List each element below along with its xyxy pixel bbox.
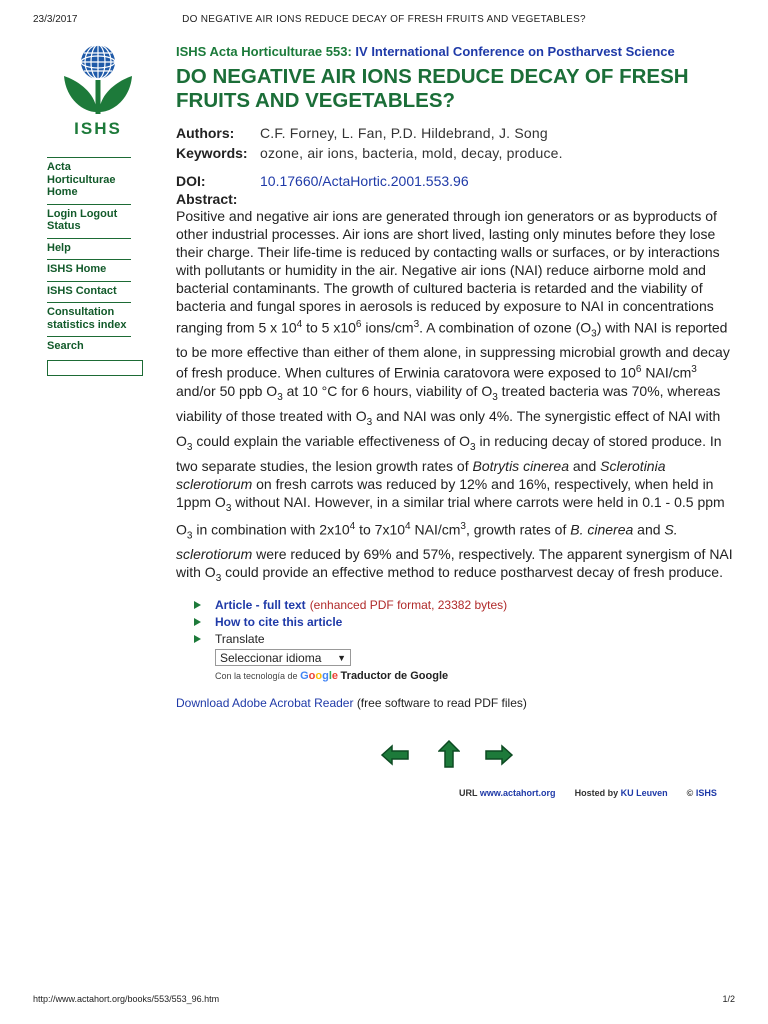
fulltext-link[interactable]: Article - full text: [215, 597, 306, 612]
abstract-label: Abstract:: [176, 191, 238, 207]
language-select[interactable]: [215, 649, 351, 666]
print-url: http://www.actahort.org/books/553/553_96.htm: [33, 994, 220, 1004]
print-page-number: 1/2: [722, 994, 735, 1004]
abstract-text: Positive and negative air ions are generated through ion generators or as byproducts of other industrial processes. Air ions are short lived, lasting only minutes before they lose their charge. Their life-time is reduced by contacting walls or surfaces, or by interactions with pollutants or humidity in the air. Negative air ions (NAI) reduce airborne mold and bacterial contaminants. The growth of cultured bacteria is retarded and the viability of bacteria and fungal spores in aerosols is reduced by exposure to NAI in concentrations ranging from 5 x $10^4$ to 5 $x10^6$ ions/$cm^3$. A combination of ozone $(O_3)$ with NAI is reported to be more effective than either of them alone, in suppressing microbial growth and decay of fresh produce. When cultures of Erwinia caratovora were exposed to $10^6$ NAI/$cm^3$ and/or 50 ppb $O_3$ at 10 °C for 6 hours, viability of $O_3$ treated bacteria was 70%, whereas viability of those treated with $O_3$ and NAI was only 4%. The synergistic effect of NAI with $O_3$ could explain the variable effectiveness of $O_3$ in reducing decay of stored produce. In two separate studies, the lesion growth rates of Botrytis cinerea and Sclerotinia sclerotiorum on fresh carrots was reduced by 12% and 16%, respectively, when held in 1ppm $O_3$ without NAI. However, in a similar trial where carrots were held in 0.1 - 0.5 ppm $O_3$ in combination with $2x10^4$ to $7x10^4$ NAI/$cm^3$, growth rates of B. cinerea and S. sclerotiorum were reduced by 69% and 57%, respectively. The apparent synergism of NAI with $O_3$ could provide an effective method to reduce postharvest decay of fresh produce.: [176, 208, 733, 585]
sidebar-item-acta-home[interactable]: Acta Horticulturae Home: [47, 161, 116, 198]
footer-url-link[interactable]: www.actahort.org: [479, 788, 556, 798]
sidebar-nav: [47, 157, 131, 376]
footer-hosted-link[interactable]: KU Leuven: [620, 788, 668, 798]
footer-url-label: URL: [459, 788, 478, 798]
logo-text: ISHS: [74, 119, 122, 138]
list-item: [194, 613, 736, 630]
keywords-label: Keywords:: [176, 145, 248, 161]
doi-row: [176, 173, 736, 189]
sidebar-item-help[interactable]: Help: [47, 241, 71, 254]
footer-copyright-label: ©: [686, 788, 694, 798]
acrobat-note: (free software to read PDF files): [356, 696, 527, 711]
footer-hosted-label: Hosted by: [574, 788, 619, 798]
triangle-bullet-icon: [194, 618, 201, 626]
sidebar-item-consultation[interactable]: Consultation statistics index: [47, 306, 127, 331]
powered-prefix: Con la tecnología de: [215, 671, 298, 682]
language-select-value: Seleccionar idioma: [220, 650, 322, 665]
sidebar-item-search[interactable]: Search: [47, 340, 84, 352]
up-arrow-icon[interactable]: [438, 740, 460, 773]
google-translator-label[interactable]: Traductor de Google: [340, 670, 449, 683]
article-title: DO NEGATIVE AIR IONS REDUCE DECAY OF FRESH FRUITS AND VEGETABLES?: [176, 65, 689, 112]
globe-plant-icon: [58, 40, 138, 120]
search-input[interactable]: [47, 360, 143, 376]
sidebar-item-ishs-home[interactable]: ISHS Home: [47, 263, 107, 275]
journal-line: [176, 44, 736, 59]
translate-label: Translate: [215, 631, 265, 646]
triangle-bullet-icon: [194, 635, 201, 643]
main-content: [176, 44, 736, 710]
acrobat-row: [176, 696, 736, 710]
sidebar-item-ishs-contact[interactable]: ISHS Contact: [47, 284, 117, 297]
page-navigation: [380, 740, 520, 770]
conference-link[interactable]: IV International Conference on Postharvest Science: [355, 44, 675, 59]
site-footer: [459, 788, 717, 798]
sidebar-item-login[interactable]: Login Logout Status: [47, 207, 118, 232]
acrobat-download-link[interactable]: Download Adobe Acrobat Reader: [176, 696, 354, 711]
list-item: [194, 630, 736, 647]
article-meta: [176, 123, 736, 163]
triangle-bullet-icon: [194, 601, 201, 609]
google-powered: [215, 670, 736, 682]
ishs-logo[interactable]: [58, 40, 138, 140]
article-links: [194, 596, 736, 682]
doi-label: DOI:: [176, 173, 206, 189]
keywords-value: ozone, air ions, bacteria, mold, decay, produce.: [260, 145, 563, 161]
next-arrow-icon[interactable]: [484, 744, 514, 771]
list-item: [194, 596, 736, 613]
dropdown-arrow-icon: ▼: [337, 652, 346, 663]
print-title: DO NEGATIVE AIR IONS REDUCE DECAY OF FRESH FRUITS AND VEGETABLES?: [182, 14, 586, 25]
print-date: 23/3/2017: [33, 14, 78, 25]
authors-label: Authors:: [176, 125, 235, 141]
fulltext-note: (enhanced PDF format, 23382 bytes): [309, 597, 508, 612]
previous-arrow-icon[interactable]: [380, 744, 410, 771]
google-logo[interactable]: Google: [300, 670, 339, 683]
journal-name[interactable]: ISHS Acta Horticulturae 553:: [176, 44, 352, 59]
footer-ishs-link[interactable]: ISHS: [695, 788, 717, 798]
cite-link[interactable]: How to cite this article: [215, 614, 343, 629]
authors-value: C.F. Forney, L. Fan, P.D. Hildebrand, J. Song: [260, 125, 548, 141]
doi-link[interactable]: 10.17660/ActaHortic.2001.553.96: [260, 173, 469, 189]
